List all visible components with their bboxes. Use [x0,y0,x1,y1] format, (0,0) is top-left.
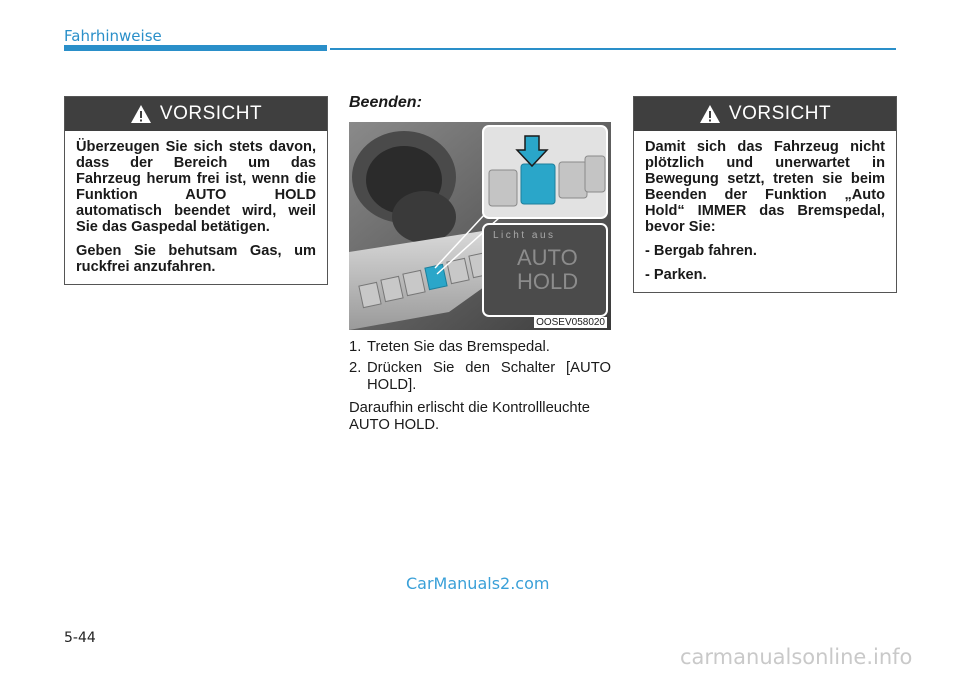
list-item [349,339,611,356]
result-paragraph: Daraufhin erlischt die Kontrollleuchte AUTO HOLD. [349,400,590,433]
caution-paragraph: - Bergab fahren. [645,243,757,259]
site-watermark: carmanualsonline.info [680,645,913,669]
caution-box-left [64,96,328,285]
warning-triangle-icon [130,104,152,124]
caution-heading: VORSICHT [159,103,263,124]
caution-paragraph: - Parken. [645,267,707,283]
header-rule-thin [330,48,896,50]
caution-body [634,131,896,292]
caution-header [65,97,327,131]
caution-paragraph: Überzeugen Sie sich stets davon, dass der Bereich um das Fahrzeug herum frei ist, wenn die Funktion AUTO HOLD automatisch beendet wird, weil Sie das Gaspedal betätigen. [76,139,316,235]
warning-triangle-icon [699,104,721,124]
step-text: Treten Sie das Bremspedal. [367,339,550,355]
watermark-link[interactable]: CarManuals2.com [406,574,550,593]
step-number: 2. [349,360,362,376]
page-number: 5-44 [64,630,96,646]
caution-paragraph: Geben Sie behutsam Gas, um ruckfrei anzufahren. [76,243,316,275]
caution-paragraph: Damit sich das Fahrzeug nicht plötzlich und unerwartet in Bewegung setzt, treten sie beim Beenden der Funktion „Auto Hold“ IMMER das Bremspedal, bevor Sie: [645,139,885,235]
list-item [349,360,611,394]
caution-box-right [633,96,897,293]
console-illustration [349,122,611,330]
indicator-text-auto: AUTO [517,245,578,270]
step-text: Drücken Sie den Schalter [AUTO HOLD]. [367,360,611,393]
image-code: OOSEV058020 [536,317,605,328]
caution-header [634,97,896,131]
inset-label: Licht aus [493,230,556,241]
header-rule-thick [64,45,327,51]
caution-heading: VORSICHT [728,103,832,124]
step-number: 1. [349,339,362,355]
caution-body [65,131,327,284]
section-title: Fahrhinweise [64,27,162,45]
subheading: Beenden: [349,94,422,111]
indicator-text-hold: HOLD [517,269,579,294]
steps-list [349,339,611,434]
auto-hold-console-photo [349,122,611,330]
